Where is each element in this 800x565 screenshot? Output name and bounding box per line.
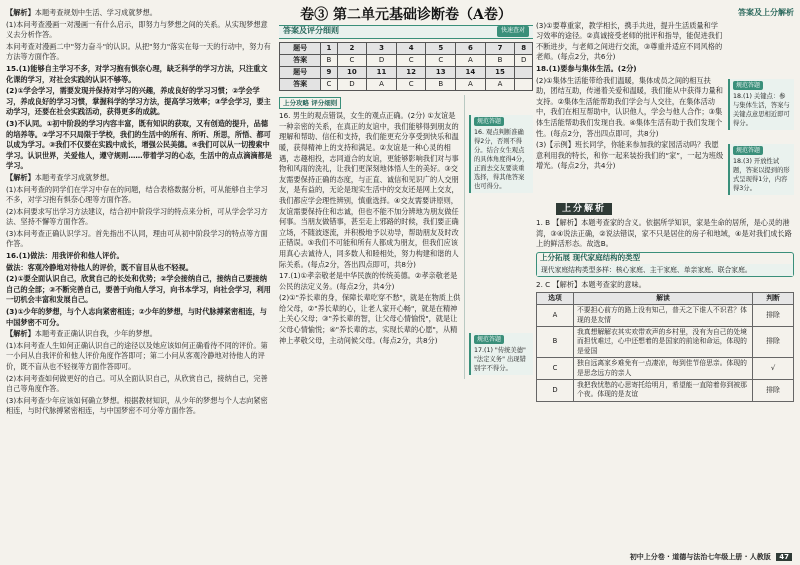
answer-cell: 12 <box>396 66 426 78</box>
left-paragraph <box>6 374 272 395</box>
left-paragraph <box>6 20 272 41</box>
analysis-tag: 【解析】 <box>6 172 35 182</box>
option-table-row <box>537 305 794 327</box>
middle-column <box>279 8 533 379</box>
right-side-tips <box>728 21 794 199</box>
option-text-cell: 我真想解解衣其实欢带欢声的乡村里，没有为自己的处境而担忧难过，心中还想着的是国家的前途和命运，体现的是爱国 <box>574 326 753 357</box>
paragraph-text: (1)本问考查的同学们在学习中存在的问题，结合表格数据分析，可从能够自主学习不多，对学习抱有惧奈心理等方面作答。 <box>6 184 268 205</box>
left-paragraph <box>6 8 272 19</box>
paragraph-text: 15.(1)能够自主学习不多，对学习抱有惧奈心理，缺乏科学的学习方法，只注重文化课的学习，对社会实践的认识不够等。 <box>6 63 268 84</box>
paragraph-text: 本问考查对漫画二中"努力奋斗"的认识。从把"努力"落实在每一天的行动中，努力有方法等方面作答。 <box>6 41 271 62</box>
option-table-row <box>537 380 794 402</box>
paragraph-text: 本题考查正确认识自我，少年的梦想。 <box>34 329 157 339</box>
answer-row-label: 答案 <box>280 78 321 90</box>
left-paragraph <box>6 173 272 184</box>
option-text-cell: 不要担心前方的路上没有知己，普天之下谁人不识君？体现的是友情 <box>574 305 753 327</box>
answer-cell: 15 <box>485 66 515 78</box>
option-table-header <box>537 292 794 304</box>
answer-table-row <box>280 78 533 90</box>
quick-check-badge: 快速查对 <box>497 26 529 37</box>
paragraph-text: 做法：客观冷静地对待他人的评价，既不盲目从也不轻视。 <box>6 262 193 272</box>
left-paragraph <box>6 119 272 172</box>
q16-answer: 16. 男生的观点错误，女生的观点正确。(2分) ①友谊是一种亲密的关系，在真正的友谊中，我们能够得到朋友的理解和帮助、信任和支持，我们能更充分享受到快乐和温暖，获得精神上的支持和满足。②友谊是一种心灵的相遇，志趣相投，志同道合的友谊，更能够影响我们对与事物和风雨的洗礼，让我们更深刻地体悟人生的美好。③交友需要保持正确的态度，与正直、诚信和见识广的人交朋友，是有益的，无论是现实生活中的交友还是网上交友，我们都应学会理性辨别，慎重选择。④交友需要讲原则，友谊需要保持住和志诚，但也不能不加分辨地为朋友做任何事。当朋友做错事，甚至走上邪路的时候，我们要正确立场，不随波逐流，并积极地予以劝导，帮助朋友及时改正错误。⑤我们不可能和所有人都成为朋友，但我们应该用真心去诚待人，同多数人和睦相处，努力构建和谐的人际关系。(每点2分，答出四点即可，共8分) <box>279 111 459 269</box>
answer-cell: A <box>456 78 486 90</box>
q17b-answer: (2)①"养长辈的身，保障长辈吃穿不愁"，就是在物质上供给父母，②"养长辈的心，让老人家开心畅"，就是在精神上关心父母；③"养长辈的智，让父母心情愉悦"，就是让父母心情愉悦；④"养长辈的志，实现长辈的心愿"，从精神上孝敬父母，主动间候父母。(每点2分，共8分) <box>279 293 461 345</box>
right-top-text <box>536 21 724 199</box>
paragraph-text: (1)本问考查人生如何正确认识自己的途径以及她应该如何正确看待不同的评价。第一小问从自我评价和他人评价角度作答即可；第二小问从客观冷静地对待他人的评价，既不盲从也不轻视等方面作答即可。 <box>6 340 268 371</box>
answer-cell: B <box>321 54 337 66</box>
answer-cell <box>515 78 533 90</box>
answer-cell: 4 <box>396 42 426 54</box>
answer-cell: B <box>426 78 456 90</box>
q18-answer: 18.(1)要参与集体生活。(2分) <box>536 63 637 73</box>
middle-main-text <box>279 95 465 379</box>
paragraph-text: (3)不认同。①初中阶段的学习内容丰富，既有知识的获取，又有创造的提升，品德的培养等。②学习不只局限于学校，我们的生活中的所有、所听、所思，所悟、都可以成为学习。③我们不仅要在实践中成长，增强公民美德。④我们可以从一切搜索中学习。认识世界，关爱他人，遵守规则……带着学习的心态，生活中的点点滴滴都是学习。 <box>6 118 272 171</box>
right-column <box>536 8 794 402</box>
answer-cell: 11 <box>367 66 397 78</box>
left-paragraph <box>6 64 272 85</box>
answer-table-row <box>280 54 533 66</box>
answer-cell: C <box>337 54 367 66</box>
answer-cell: 2 <box>337 42 367 54</box>
paragraph-text: (2)①学会学习，需要发现并保持对学习的兴趣，养成良好的学习习惯；②学会学习，养成良好的学习习惯，掌握科学的学习方法，提高学习效率；③学会学习，要主动学习，还要在社会实践活动，获得更多的成就。 <box>6 86 271 117</box>
exam-title: 卷③ 第二单元基础诊断卷（A卷） <box>300 7 512 23</box>
paragraph-text: (2)①要全面认识自己，欣赏自己的长处和优势；②学会接纳自己，接纳自己要接纳自己的全部；③不断完善自己，要善于向他人学习，向书本学习，向社会学习，利用一切机会丰富和发展自己。 <box>6 274 271 305</box>
answer-row-label: 答案 <box>280 54 321 66</box>
q17-answer: 17.(1)①孝亲敬老是中华民族的传统美德。②孝亲敬老是公民的法定义务。(每点2分，共4分) <box>279 271 458 291</box>
left-paragraph <box>6 86 272 118</box>
answer-cell: 8 <box>515 42 533 54</box>
answer-cell: 14 <box>456 66 486 78</box>
answer-cell: A <box>367 78 397 90</box>
answer-table <box>279 42 533 91</box>
answer-row-label: 题号 <box>280 42 321 54</box>
analysis-tag: 【解析】 <box>6 329 35 339</box>
a2-analysis: 2. C 【解析】本题考查家的意味。 <box>536 280 646 290</box>
middle-side-tips <box>469 95 533 379</box>
q18b-answer: (2)①集体生活能带给我们温暖，集体成员之间的相互扶助，团结互助，传递着关爱和温暖，我们能从中获得力量和支持。②集体生活能帮助我们学会与人交往，在集体活动中，我们在相互帮助中，认识他人，学会与他人合作；③集体生活能帮助我们发现自我。④集体生活有助于我们发现个性。(每点2分，答出四点即可，共8分) <box>536 75 723 138</box>
option-opt-cell: C <box>537 358 574 380</box>
option-header-cell: 判断 <box>753 292 794 304</box>
paragraph-text: (3)本问考查少年应该如何确立梦想。根据教材知识，从少年的梦想与个人志向紧密相连，与时代脉搏紧密相连，与中国梦密不可分等方面作答。 <box>6 395 268 416</box>
answer-cell: C <box>426 54 456 66</box>
upscore-analysis-title: 上分解析 <box>556 203 612 216</box>
answer-cell: A <box>456 54 486 66</box>
answer-cell: D <box>515 54 533 66</box>
extension-body: 现代家庭结构类型多样：核心家庭、主干家庭、单亲家庭、联合家庭。 <box>537 264 793 277</box>
upscore-badge: 上分攻略 评分细则 <box>279 97 341 110</box>
footer <box>630 552 792 562</box>
answer-cell: 7 <box>485 42 515 54</box>
option-text-cell: 我把我忧愁的心思寄托给明月，希望能一直陪着你到被那个夜。体现的是友谊 <box>574 380 753 402</box>
left-paragraph <box>6 307 272 328</box>
left-column <box>6 8 272 418</box>
answer-cell: 6 <box>456 42 486 54</box>
left-paragraph <box>6 207 272 228</box>
left-paragraph <box>6 185 272 206</box>
page-number: 47 <box>776 553 792 561</box>
answer-row-label: 题号 <box>280 66 321 78</box>
side-tip-18a: 规范答题 18.(1) 关键点：参与集体生活，答案与关键点意思相近即可得分。 <box>728 79 794 130</box>
answer-table-row <box>280 42 533 54</box>
answer-cell <box>515 66 533 78</box>
option-header-cell: 解读 <box>574 292 753 304</box>
answer-cell: 5 <box>426 42 456 54</box>
paragraph-text: (2)本问考查如何做更好的自己。可从全面认识自己，从欣赏自己，接纳自己，完善自己等角度作答。 <box>6 373 268 394</box>
paragraph-text: (1)本问考查漫画一对漫画一有什么启示，即努力与梦想之间的关系。从实现梦想意义去分析作答。 <box>6 19 268 40</box>
answer-cell: 9 <box>321 66 337 78</box>
option-table-row <box>537 358 794 380</box>
option-table <box>536 292 794 402</box>
side-tip-18b: 规范答题 18.(3) 开放性试题，答案以提到的形式呈现得1分，内容得3分。 <box>728 144 794 195</box>
option-judge-cell: 排除 <box>753 380 794 402</box>
answer-cell: 10 <box>337 66 367 78</box>
option-judge-cell: 排除 <box>753 326 794 357</box>
answer-cell: D <box>367 54 397 66</box>
option-judge-cell: 排除 <box>753 305 794 327</box>
option-header-cell: 选项 <box>537 292 574 304</box>
left-paragraph <box>6 42 272 63</box>
answer-table-row <box>280 66 533 78</box>
left-paragraph <box>6 341 272 373</box>
score-section-title: 答案及评分细则 <box>283 26 339 36</box>
option-opt-cell: D <box>537 380 574 402</box>
extension-box <box>536 252 794 277</box>
option-opt-cell: A <box>537 305 574 327</box>
footer-text: 初中上分卷 · 道德与法治七年级上册 · 人教版 <box>629 553 771 561</box>
header-title: 答案及上分解析 <box>738 8 794 17</box>
paragraph-text: 本题考查规划中生活、学习成就梦想。 <box>34 8 157 17</box>
option-table-row <box>537 326 794 357</box>
paragraph-text: 16.(1)做法：用我评价和他人评价。 <box>6 251 124 261</box>
left-paragraph <box>6 274 272 306</box>
extension-head: 上分拓展 现代家庭结构的类型 <box>540 252 641 262</box>
paragraph-text: (3)本问考查正确认识学习。首先指出不认同，理由可从初中阶段学习的特点等方面作答。 <box>6 228 268 249</box>
option-judge-cell: √ <box>753 358 794 380</box>
answer-cell: D <box>337 78 367 90</box>
q18c-answer: (3)【示例】班长同学，你能来参加我的家园活动吗？我愿意利用我的特长，和你一起来装扮我们的“家”，一起为班级增光。(每点2分，共4分) <box>536 140 724 171</box>
left-paragraph <box>6 329 272 340</box>
left-paragraph <box>6 251 272 262</box>
side-tip-17: 规范答题 17.(1) "传统美德" "法定义务" 出现错别字不得分。 <box>469 333 533 375</box>
answer-cell: C <box>396 78 426 90</box>
answer-cell: A <box>485 78 515 90</box>
answer-cell: 1 <box>321 42 337 54</box>
paragraph-text: (3)①少年的梦想，与个人志向紧密相连；②少年的梦想，与时代脉搏紧密相连，与中国梦密不可分。 <box>6 307 267 327</box>
side-tip-16: 规范答题 16. 观点判断准确得2分，否则不得分。结合女生观点的具体角度得4分，正面去交友要谈重选择，得其他答案也可得分。 <box>469 115 533 193</box>
analysis-tag: 【解析】 <box>6 8 35 17</box>
answer-cell: C <box>321 78 337 90</box>
score-section-bar <box>279 25 533 39</box>
option-opt-cell: B <box>537 326 574 357</box>
answer-cell: B <box>485 54 515 66</box>
left-paragraph <box>6 229 272 250</box>
answer-cell: 3 <box>367 42 397 54</box>
paragraph-text: 本题考查学习成就梦想。 <box>34 172 114 182</box>
paragraph-text: (2)本问要求写出学习方法建议，结合初中阶段学习的特点来分析，可从学会学习方法、坚持不懈等方面作答。 <box>6 206 268 227</box>
option-text-cell: 独自远离家乡难免有一点凄凉，每到佳节倍思亲。体现的是思念远方的亲人 <box>574 358 753 380</box>
answer-cell: C <box>396 54 426 66</box>
answer-cell: 13 <box>426 66 456 78</box>
left-paragraph <box>6 396 272 417</box>
q17c-answer: (3)①要尊重家，教学相长，携手共进，提升生活质量和学习效率的途径。②真诚接受老师的批评和指导，能促进我们不断进步，与老师之间进行交流，③尊重并适应不同风格的老师。(每点2分，共6分) <box>536 20 723 62</box>
a1-analysis: 1. B 【解析】本题考查家的含义。依据所学知识，家是生命的居所，是心灵的港湾，③④说法正确，②说法错误，家不只是居住的房子和地域，④是对我们成长路上的鲜活形态。故选B。 <box>536 218 792 249</box>
left-paragraph <box>6 263 272 274</box>
